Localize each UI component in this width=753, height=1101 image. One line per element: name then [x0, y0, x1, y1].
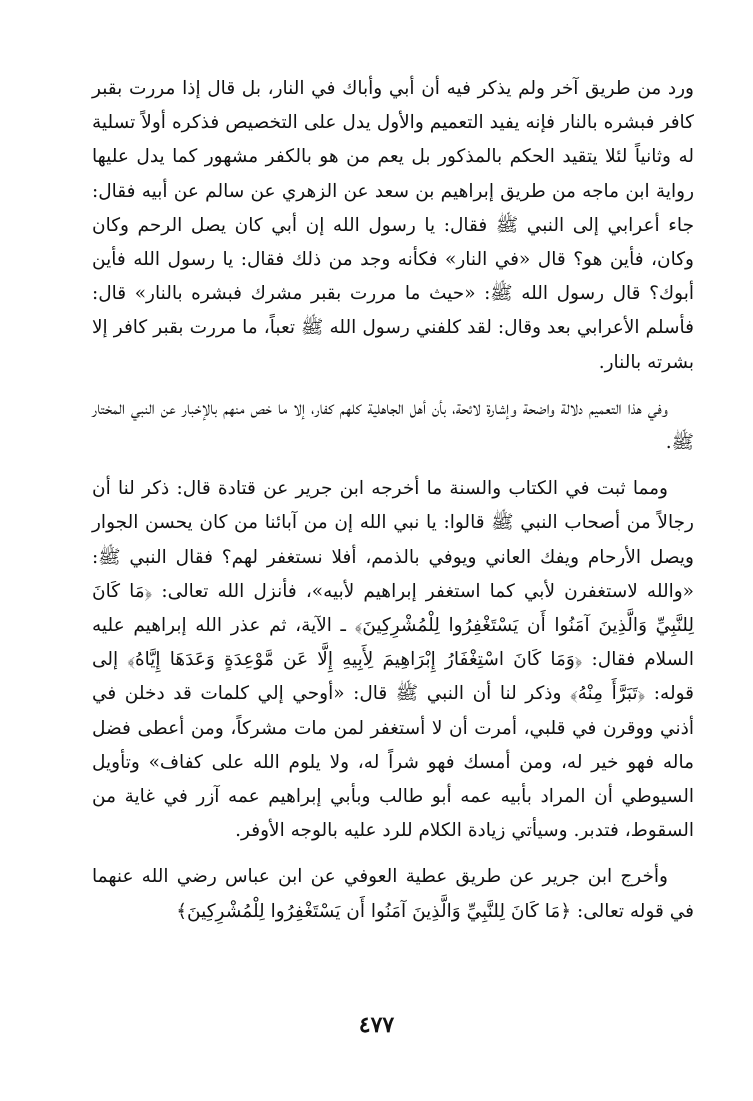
paragraph-gap: [92, 848, 694, 860]
paragraph-3: ومما ثبت في الكتاب والسنة ما أخرجه ابن جرير عن قتادة قال: ذكر لنا أن رجالاً من أصحاب النبي ﷺ قالوا: يا نبي الله إن من آبائنا من كان يحسن الجوار ويصل الأرحام ويفك العاني ويوفي بالذمم، أفلا نستغفر لهم؟ فقال النبي ﷺ: «والله لاستغفرن لأبي كما استغفر إبراهيم لأبيه»، فأنزل الله تعالى: ﴿مَا كَانَ لِلنَّبِيِّ وَالَّذِينَ آمَنُوا أَن يَسْتَغْفِرُوا لِلْمُشْرِكِينَ﴾ ـ الآية، ثم عذر الله إبراهيم عليه السلام فقال: ﴿وَمَا كَانَ اسْتِغْفَارُ إِبْرَاهِيمَ لِأَبِيهِ إِلَّا عَن مَّوْعِدَةٍ وَعَدَهَا إِيَّاهُ﴾ إلى قوله: ﴿تَبَرَّأَ مِنْهُ﴾ وذكر لنا أن النبي ﷺ قال: «أوحي إلي كلمات قد دخلن في أذني ووقرن في قلبي، أمرت أن لا أستغفر لمن مات مشركاً، ومن أعطى فضل ماله فهو خير له، ومن أمسك فهو شراً له، ولا يلوم الله على كفاف» وتأويل السيوطي أن المراد بأبيه عمه أبو طالب وبأبي إبراهيم عمه آزر في غاية من السقوط، فتدبر. وسيأتي زيادة الكلام للرد عليه بالوجه الأوفر.: [92, 478, 694, 842]
paragraph-2: وفي هذا التعميم دلالة واضحة وإشارة لائحة، بأن أهل الجاهلية كلهم كفار، إلا ما خص منهم بالإخبار عن النبي المختار ﷺ.: [92, 397, 694, 454]
page-body: [92, 72, 694, 929]
paragraph-gap: [92, 380, 694, 392]
paragraph-1: ورد من طريق آخر ولم يذكر فيه أن أبي وأباك في النار، بل قال إذا مررت بقبر كافر فبشره بالنار فإنه يفيد التعميم والأول يدل على التخصيص فذكره أولاً تسلية له وثانياً لئلا يتقيد الحكم بالمذكور بل يعم من هو بالكفر مشهور كما يدل عليها رواية ابن ماجه من طريق إبراهيم بن سعد عن الزهري عن سالم عن أبيه فقال: جاء أعرابي إلى النبي ﷺ فقال: يا رسول الله إن أبي كان يصل الرحم وكان وكان، فأين هو؟ قال «في النار» فكأنه وجد من ذلك فقال: يا رسول الله فأين أبوك؟ قال رسول الله ﷺ: «حيث ما مررت بقبر مشرك فبشره بالنار» قال: فأسلم الأعرابي بعد وقال: لقد كلفني رسول الله ﷺ تعباً، ما مررت بقبر كافر إلا بشرته بالنار.: [92, 78, 694, 373]
paragraph-gap: [92, 460, 694, 472]
paragraph-4: وأخرج ابن جرير عن طريق عطية العوفي عن ابن عباس رضي الله عنهما في قوله تعالى: ﴿مَا كَانَ لِلنَّبِيِّ وَالَّذِينَ آمَنُوا أَن يَسْتَغْفِرُوا لِلْمُشْرِكِينَ﴾: [92, 866, 694, 922]
page-number: ٤٧٧: [358, 1012, 395, 1038]
